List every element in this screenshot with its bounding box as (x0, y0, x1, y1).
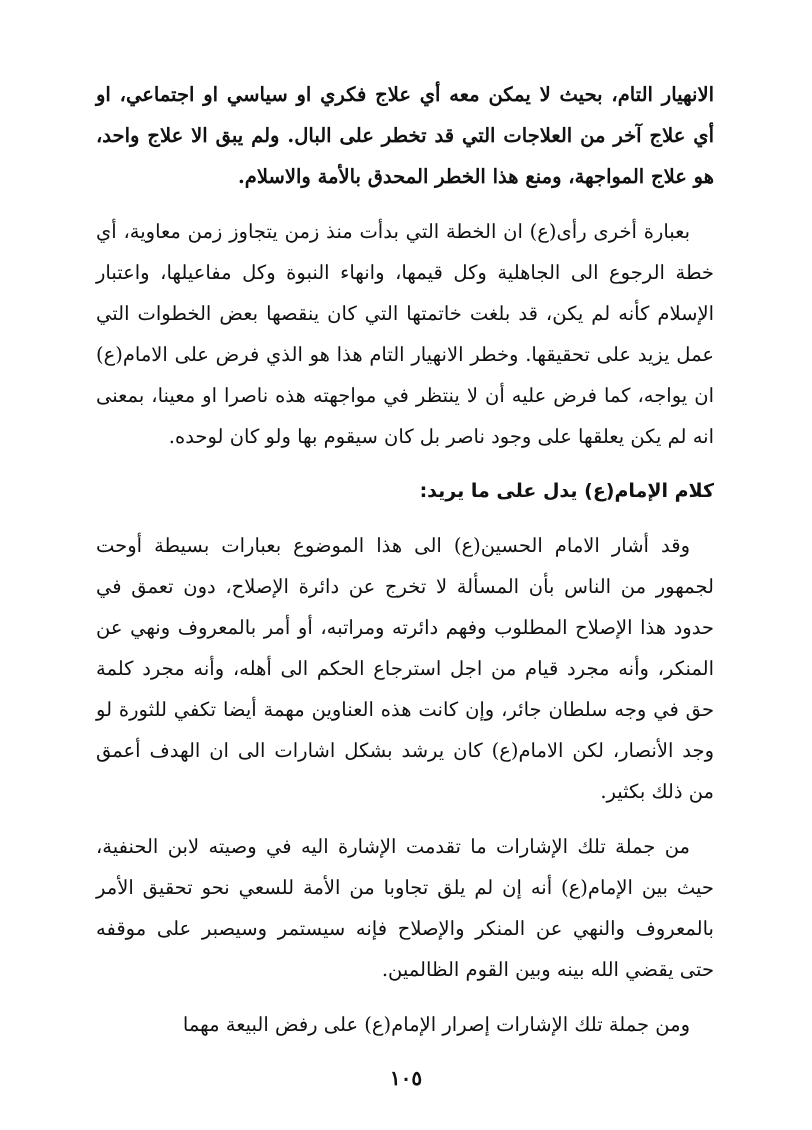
page-number: ١٠٥ (389, 1066, 423, 1090)
paragraph-gap (96, 990, 714, 1004)
paragraph-1: الانهيار التام، بحيث لا يمكن معه أي علاج فكري او سياسي او اجتماعي، او أي علاج آخر من العلاجات التي قد تخطر على البال. ولم يبق الا علاج واحد، هو علاج المواجهة، ومنع هذا الخطر المحدق بالأمة والاسلام. (96, 83, 714, 188)
paragraph-5: ومن جملة تلك الإشارات إصرار الإمام(ع) على رفض البيعة مهما (182, 1013, 690, 1036)
paragraph-gap (96, 197, 714, 211)
section-heading: كلام الإمام(ع) يدل على ما يريد: (419, 480, 714, 502)
paragraph-4: من جملة تلك الإشارات ما تقدمت الإشارة اليه في وصيته لابن الحنفية، حيث بين الإمام(ع) أنه إن لم يلق تجاوبا من الأمة للسعي نحو تحقيق الأمر بالمعروف والنهي عن المنكر والإصلاح فإنه سيستمر وسيصبر على موقفه حتى يقضي الله بينه وبين القوم الظالمين. (96, 835, 714, 981)
paragraph-gap (96, 457, 714, 471)
page-body (96, 74, 714, 1045)
paragraph-gap (96, 511, 714, 525)
paragraph-3: وقد أشار الامام الحسين(ع) الى هذا الموضوع بعبارات بسيطة أوحت لجمهور من الناس بأن المسألة لا تخرج عن دائرة الإصلاح، دون تعمق في حدود هذا الإصلاح المطلوب وفهم دائرته ومراتبه، أو أمر بالمعروف ونهي عن المنكر، وأنه مجرد قيام من اجل استرجاع الحكم الى أهله، وأنه مجرد كلمة حق في وجه سلطان جائر، وإن كانت هذه العناوين مهمة أيضا تكفي للثورة لو وجد الأنصار، لكن الامام(ع) كان يرشد بشكل اشارات الى ان الهدف أعمق من ذلك بكثير. (96, 534, 714, 803)
paragraph-gap (96, 812, 714, 826)
paragraph-2: بعبارة أخرى رأى(ع) ان الخطة التي بدأت منذ زمن يتجاوز زمن معاوية، أي خطة الرجوع الى الجاهلية وكل قيمها، وانهاء النبوة وكل مفاعيلها، واعتبار الإسلام كأنه لم يكن، قد بلغت خاتمتها التي كان ينقصها بعض الخطوات التي عمل يزيد على تحقيقها. وخطر الانهيار التام هذا هو الذي فرض على الامام(ع) ان يواجه، كما فرض عليه أن لا ينتظر في مواجهته هذه ناصرا او معينا، بمعنى انه لم يكن يعلقها على وجود ناصر بل كان سيقوم بها ولو كان لوحده. (96, 220, 714, 448)
